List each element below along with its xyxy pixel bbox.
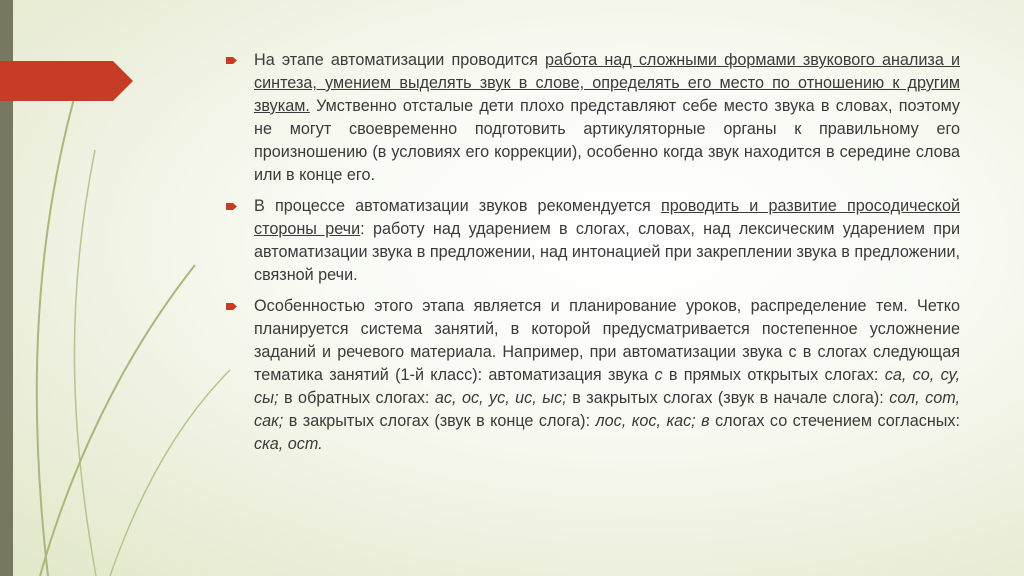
paragraph-2-run-1: В процессе автоматизации звуков рекомендуется	[254, 197, 661, 215]
paragraph-3-run-2: с	[654, 366, 663, 384]
paragraph-3-run-4: са, со, су, сы;	[254, 366, 960, 407]
paragraph-1	[226, 49, 960, 187]
paragraph-2-run-2: проводить и развитие просодической стороны речи	[254, 197, 960, 238]
paragraph-2-run-3: : работу над ударением в слогах, словах, над лексическим ударением при автоматизации звука в предложении, над интонацией при закреплении звука в предложении, связной речи.	[254, 220, 961, 284]
paragraph-3-run-9: в закрытых слогах (звук в конце слога):	[283, 412, 596, 430]
paragraph-3-run-1: Особенностью этого этапа является и планирование уроков, распределение тем. Четко планируется система занятий, в которой предусматривается постепенное усложнение заданий и речевого материала. Например, при автоматизации звука с в слогах следующая тематика занятий (1-й класс): автоматизация звука	[254, 297, 960, 384]
paragraph-1-run-3: Умственно отсталые дети плохо представляют себе место звука в словах, поэтому не могут своевременно подготовить артикуляторные органы к правильному его произношению (в условиях его коррекции), особенно когда звук находится в середине слова или в конце его.	[254, 97, 960, 184]
red-arrow-bullet-icon	[226, 56, 238, 65]
paragraph-3-run-11: в	[695, 412, 710, 430]
paragraph-3-run-7: в закрытых слогах (звук в начале слога):	[566, 389, 890, 407]
paragraph-3-run-13: ска, ост.	[254, 435, 323, 453]
red-arrow-shape	[0, 0, 140, 110]
red-arrow-bullet-icon	[226, 302, 238, 311]
paragraph-3-run-3: в прямых открытых слогах:	[662, 366, 885, 384]
paragraph-3-run-12: слогах со стечением согласных:	[709, 412, 960, 430]
red-arrow-bullet-icon	[226, 202, 238, 211]
paragraph-1-run-1: На этапе автоматизации проводится	[254, 51, 546, 69]
paragraph-3-run-10: лос, кос, кас;	[595, 412, 696, 430]
paragraph-3	[226, 295, 960, 456]
slide-content	[226, 49, 960, 464]
paragraph-3-run-6: ас, ос, ус, ис, ыс;	[434, 389, 567, 407]
paragraph-1-run-2: работа над сложными формами звукового анализа и синтеза, умением выделять звук в слове, определять его место по отношению к другим звукам.	[254, 51, 960, 115]
paragraph-3-run-5: в обратных слогах:	[278, 389, 435, 407]
paragraph-3-run-8: сол, сот, сак;	[254, 389, 961, 430]
paragraph-2	[226, 195, 960, 287]
